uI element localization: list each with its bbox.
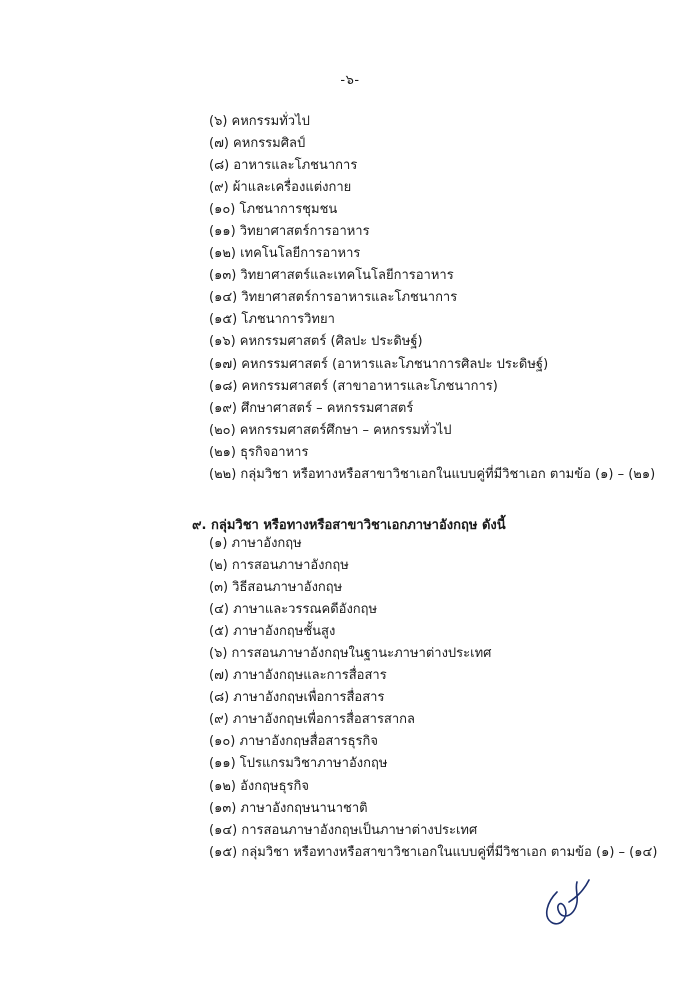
list-item: (๑๑) วิทยาศาสตร์การอาหาร [209, 224, 370, 240]
list-item: (๑) ภาษาอังกฤษ [209, 536, 302, 551]
list-item: (๒๐) คหกรรมศาสตร์ศึกษา – คหกรรมทั่วไป [209, 422, 452, 438]
list-item: (๑๖) คหกรรมศาสตร์ (ศิลปะ ประดิษฐ์) [209, 334, 423, 350]
list-item: (๑๗) คหกรรมศาสตร์ (อาหารและโภชนาการศิลปะ ประดิษฐ์) [209, 356, 549, 372]
list-item: (๘) ภาษาอังกฤษเพื่อการสื่อสาร [209, 690, 385, 706]
list-item: (๒๑) ธุรกิจอาหาร [209, 444, 309, 460]
list-item: (๙) ภาษาอังกฤษเพื่อการสื่อสารสากล [209, 712, 416, 728]
list-item: (๑๓) ภาษาอังกฤษนานาชาติ [209, 800, 368, 816]
list-item: (๑๔) การสอนภาษาอังกฤษเป็นภาษาต่างประเทศ [209, 822, 478, 838]
list-item: (๑๕) กลุ่มวิชา หรือทางหรือสาขาวิชาเอกในแบบคู่ที่มีวิชาเอก ตามข้อ (๑) – (๑๔) [209, 844, 658, 860]
list-item: (๑๑) โปรแกรมวิชาภาษาอังกฤษ [209, 756, 388, 772]
list-item: (๑๒) เทคโนโลยีการอาหาร [209, 246, 361, 262]
list-item: (๙) ผ้าและเครื่องแต่งกาย [209, 180, 352, 196]
list-item: (๒๒) กลุ่มวิชา หรือทางหรือสาขาวิชาเอกในแบบคู่ที่มีวิชาเอก ตามข้อ (๑) – (๒๑) [209, 466, 656, 482]
list-item: (๖) คหกรรมทั่วไป [209, 114, 310, 129]
list-item: (๒) การสอนภาษาอังกฤษ [209, 558, 349, 574]
list-item: (๓) วิธีสอนภาษาอังกฤษ [209, 580, 343, 596]
list-item: (๑๒) อังกฤษธุรกิจ [209, 778, 309, 794]
list-item: (๗) คหกรรมศิลป์ [209, 136, 306, 152]
list-item: (๑๘) คหกรรมศาสตร์ (สาขาอาหารและโภชนาการ) [209, 378, 498, 394]
list-item: (๑๓) วิทยาศาสตร์และเทคโนโลยีการอาหาร [209, 268, 454, 284]
list-item: (๑๔) วิทยาศาสตร์การอาหารและโภชนาการ [209, 290, 458, 306]
section-heading: ๙. กลุ่มวิชา หรือทางหรือสาขาวิชาเอกภาษาอังกฤษ ดังนี้ [192, 518, 506, 533]
list-item: (๑๐) โภชนาการชุมชน [209, 202, 338, 218]
list-continued [209, 111, 655, 486]
page-number: -๖- [340, 73, 360, 88]
list-english [209, 533, 657, 864]
signature-icon [535, 872, 595, 930]
list-item: (๑๐) ภาษาอังกฤษสื่อสารธุรกิจ [209, 734, 379, 750]
list-item: (๗) ภาษาอังกฤษและการสื่อสาร [209, 668, 387, 684]
list-item: (๕) ภาษาอังกฤษชั้นสูง [209, 624, 336, 640]
list-item: (๑๙) ศึกษาศาสตร์ – คหกรรมศาสตร์ [209, 400, 414, 416]
list-item: (๖) การสอนภาษาอังกฤษในฐานะภาษาต่างประเทศ [209, 646, 492, 662]
list-item: (๘) อาหารและโภชนาการ [209, 158, 358, 174]
list-item: (๑๕) โภชนาการวิทยา [209, 312, 335, 328]
list-item: (๔) ภาษาและวรรณคดีอังกฤษ [209, 602, 378, 618]
